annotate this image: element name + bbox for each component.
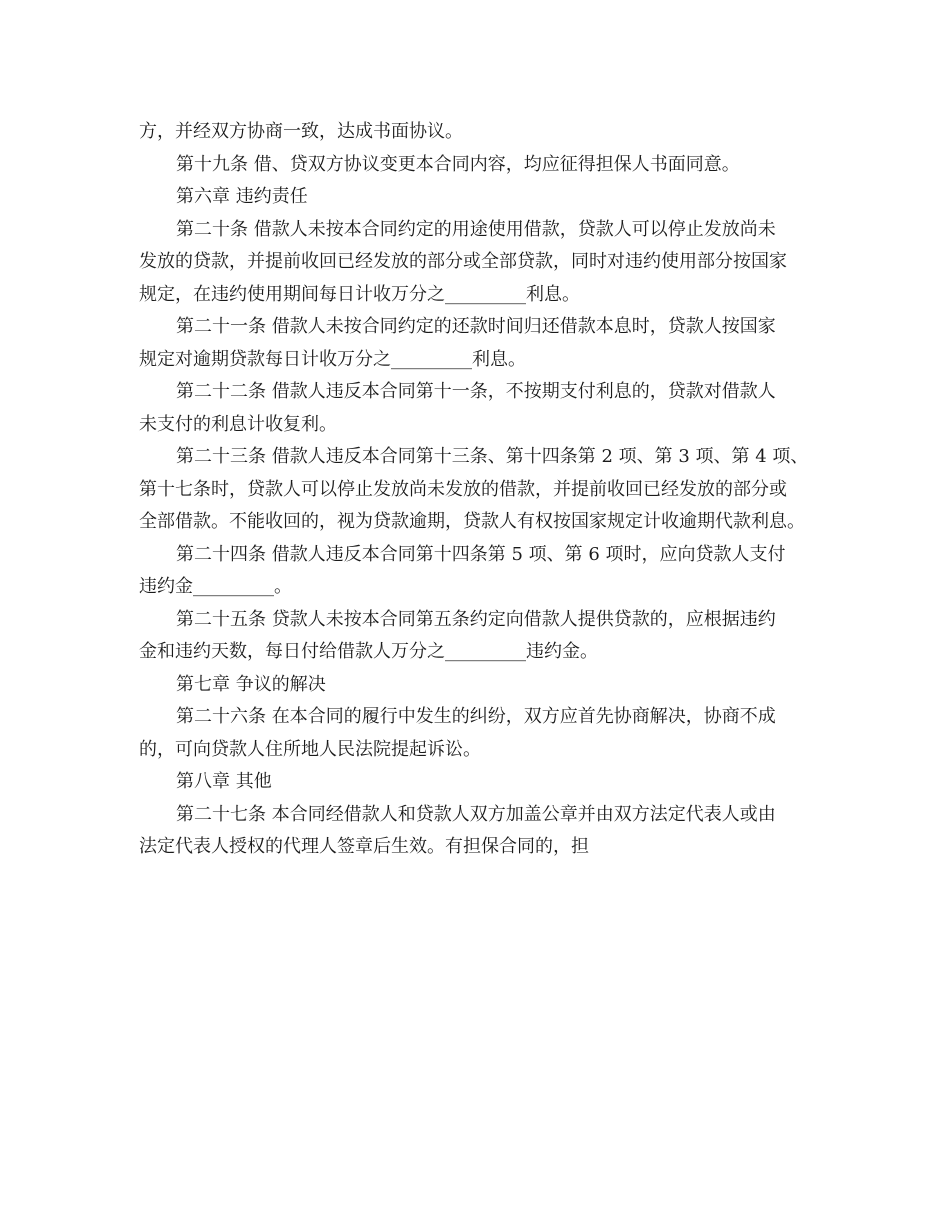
text-line: 第二十四条 借款人违反本合同第十四条第 5 项、第 6 项时，应向贷款人支付 xyxy=(176,543,786,565)
text-line: 第二十一条 借款人未按合同约定的还款时间归还借款本息时，贷款人按国家 xyxy=(176,316,776,337)
text-line: 违约金_________。 xyxy=(139,576,292,597)
chapter-heading: 第八章 其他 xyxy=(176,771,272,792)
chapter-heading: 第六章 违约责任 xyxy=(176,186,308,207)
text-line: 全部借款。不能收回的，视为贷款逾期，贷款人有权按国家规定计收逾期代款利息。 xyxy=(139,511,805,532)
chapter-heading: 第七章 争议的解决 xyxy=(176,673,326,695)
text-line: 未支付的利息计收复利。 xyxy=(139,413,337,435)
contract-text xyxy=(139,116,829,864)
text-line: 的，可向贷款人住所地人民法院提起诉讼。 xyxy=(139,738,481,760)
text-line: 第二十七条 本合同经借款人和贷款人双方加盖公章并由双方法定代表人或由 xyxy=(176,803,776,825)
text-line: 发放的贷款，并提前收回已经发放的部分或全部贷款，同时对违约使用部分按国家 xyxy=(139,251,787,272)
text-line: 第二十条 借款人未按本合同约定的用途使用借款，贷款人可以停止发放尚未 xyxy=(176,218,776,240)
text-line: 规定对逾期贷款每日计收万分之_________利息。 xyxy=(139,348,526,370)
text-line: 金和违约天数，每日付给借款人万分之_________违约金。 xyxy=(139,641,598,662)
text-line: 第二十二条 借款人违反本合同第十一条，不按期支付利息的，贷款对借款人 xyxy=(176,381,776,402)
text-line: 第二十三条 借款人违反本合同第十三条、第十四条第 2 项、第 3 项、第 4 项、 xyxy=(176,446,809,467)
text-line: 方，并经双方协商一致，达成书面协议。 xyxy=(139,121,463,142)
text-line: 第十九条 借、贷双方协议变更本合同内容，均应征得担保人书面同意。 xyxy=(176,153,740,175)
text-line: 第二十五条 贷款人未按本合同第五条约定向借款人提供贷款的，应根据违约 xyxy=(176,608,776,630)
text-line: 第二十六条 在本合同的履行中发生的纠纷，双方应首先协商解决，协商不成 xyxy=(176,706,776,727)
text-line: 规定，在违约使用期间每日计收万分之_________利息。 xyxy=(139,283,580,305)
text-line: 第十七条时，贷款人可以停止发放尚未发放的借款，并提前收回已经发放的部分或 xyxy=(139,478,787,500)
text-line: 法定代表人授权的代理人签章后生效。有担保合同的，担 xyxy=(139,836,589,857)
